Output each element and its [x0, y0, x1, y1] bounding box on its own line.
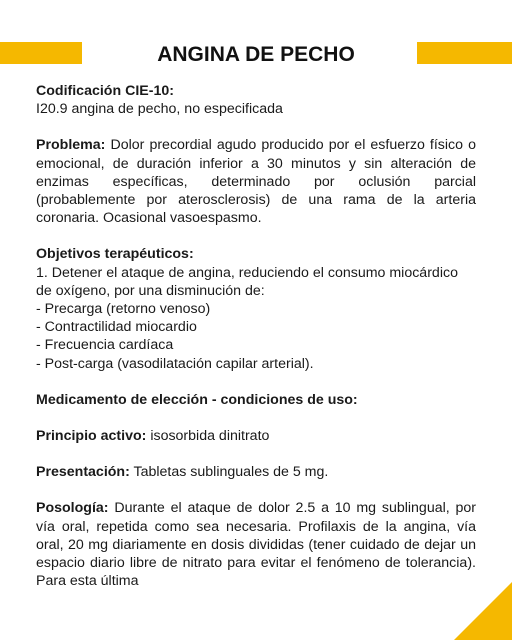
presentacion-label: Presentación:: [36, 464, 130, 481]
cie10-section: [36, 82, 476, 118]
page-title: ANGINA DE PECHO: [157, 43, 355, 66]
principio-text: isosorbida dinitrato: [146, 428, 270, 445]
principio-section: [36, 427, 476, 445]
cie10-heading: Codificación CIE-10:: [36, 83, 174, 99]
list-item: - Frecuencia cardíaca: [36, 337, 174, 354]
posologia-label: Posología:: [36, 500, 109, 517]
list-item: - Post-carga (vasodilatación capilar arterial).: [36, 355, 314, 372]
medicamento-section: [36, 391, 476, 409]
posologia-text: Durante el ataque de dolor 2.5 a 10 mg sublingual, por vía oral, repetida como sea necesaria. Profilaxis de la angina, vía oral, 20 mg diariamente en dosis divididas (tener cuidado de dejar un espacio diario libre de nitrato para evitar el fenómeno de tolerancia). Para esta última: [36, 500, 476, 590]
problema-text: Dolor precordial agudo producido por el esfuerzo físico o emocional, de duración inferior a 30 minutos y sin alteración de enzimas específicas, determinado por oclusión parcial (probablemente por aterosclerosis) de una rama de la arteria coronaria. Ocasional vasoespasmo.: [36, 137, 476, 227]
objetivos-section: [36, 245, 476, 372]
posologia-section: [36, 499, 476, 590]
problema-section: [36, 136, 476, 227]
problema-label: Problema:: [36, 137, 106, 154]
medicamento-heading: Medicamento de elección - condiciones de uso:: [36, 391, 358, 408]
presentacion-text: Tabletas sublinguales de 5 mg.: [129, 464, 329, 481]
objetivos-heading: Objetivos terapéuticos:: [36, 246, 194, 263]
principio-label: Principio activo:: [36, 428, 147, 445]
list-item: - Contractilidad miocardio: [36, 319, 197, 336]
document-body: [36, 82, 476, 608]
presentacion-section: [36, 463, 476, 481]
list-item: - Precarga (retorno venoso): [36, 301, 211, 318]
decorative-corner-triangle: [454, 582, 512, 640]
objetivos-intro: 1. Detener el ataque de angina, reduciendo el consumo miocárdico de oxígeno, por una disminución de:: [36, 264, 458, 299]
cie10-text: I20.9 angina de pecho, no especificada: [36, 101, 283, 118]
